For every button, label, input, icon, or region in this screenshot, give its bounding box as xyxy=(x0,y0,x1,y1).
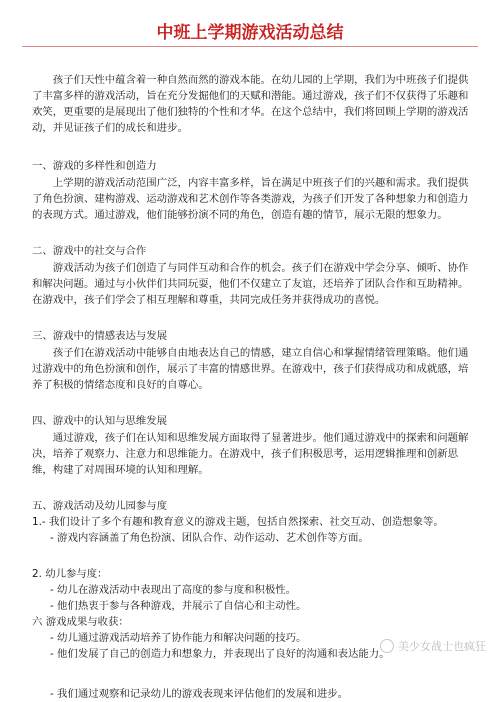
section-6-sub-1: - 幼儿通过游戏活动培养了协作能力和解决问题的技巧。 xyxy=(50,632,307,644)
section-5-item-2: 2. 幼儿参与度： xyxy=(32,568,108,580)
section-6-sub-2: - 他们发展了自己的创造力和想象力，并表现出了良好的沟通和表达能力。 xyxy=(50,648,390,660)
section-5-item-1: 1.- 我们设计了多个有趣和教育意义的游戏主题，包括自然探索、社交互动、创造想象等。 xyxy=(32,516,444,528)
intro-paragraph: 孩子们天性中蕴含着一种自然而然的游戏本能。在幼儿园的上学期，我们为中班孩子们提供了丰富多样的游戏活动，旨在充分发掘他们的天赋和潜能。通过游戏，孩子们不仅获得了乐趣和欢笑，更重要的是展现出了他们独特的个性和才华。在这个总结中，我们将回顾上学期的游戏活动，并见证孩子们的成长和进步。 xyxy=(32,74,469,134)
section-5-item-2-sub-2: - 他们热衷于参与各种游戏，并展示了自信心和主动性。 xyxy=(50,600,307,612)
watermark-logo-icon xyxy=(380,639,394,653)
section-5-heading: 五、游戏活动及幼儿园参与度 xyxy=(32,500,168,512)
section-1-body: 上学期的游戏活动范围广泛，内容丰富多样，旨在满足中班孩子们的兴趣和需求。我们提供了角色扮演、建构游戏、运动游戏和艺术创作等各类游戏，为孩子们开发了各种想象力和创造力的表现方式。通过游戏，他们能够扮演不同的角色，创造有趣的情节，展示无限的想象力。 xyxy=(32,177,469,221)
section-5-item-1-sub: - 游戏内容涵盖了角色扮演、团队合作、动作运动、艺术创作等方面。 xyxy=(50,532,369,544)
watermark-text: 美少女战士也疯狂 xyxy=(398,640,486,653)
closing-line: - 我们通过观察和记录幼儿的游戏表现来评估他们的发展和进步。 xyxy=(50,688,348,700)
title-divider xyxy=(22,46,478,47)
section-5-item-2-sub-1: - 幼儿在游戏活动中表现出了高度的参与度和积极性。 xyxy=(50,584,297,596)
document-title: 中班上学期游戏活动总结 xyxy=(156,23,344,43)
section-2-body: 游戏活动为孩子们创造了与同伴互动和合作的机会。孩子们在游戏中学会分享、倾听、协作和解决问题。通过与小伙伴们共同玩耍，他们不仅建立了友谊，还培养了团队合作和互助精神。在游戏中，孩子们学会了相互理解和尊重，共同完成任务并获得成功的喜悦。 xyxy=(32,262,469,306)
document-body xyxy=(32,72,472,702)
section-3-body: 孩子们在游戏活动中能够自由地表达自己的情感，建立自信心和掌握情绪管理策略。他们通过游戏中的角色扮演和创作，展示了丰富的情感世界。在游戏中，孩子们获得成功和成就感，培养了积极的情绪态度和良好的自尊心。 xyxy=(32,347,469,391)
section-6-heading: 六 游戏成果与收获： xyxy=(32,616,129,628)
section-1-heading: 一、游戏的多样性和创造力 xyxy=(32,160,157,172)
watermark xyxy=(380,638,486,654)
section-2-heading: 二、游戏中的社交与合作 xyxy=(32,245,147,257)
section-4-body: 通过游戏，孩子们在认知和思维发展方面取得了显著进步。他们通过游戏中的探索和问题解决，培养了观察力、注意力和思维能力。在游戏中，孩子们积极思考，运用逻辑推理和创新思维，构建了对周围环境的认知和理解。 xyxy=(32,432,469,476)
section-3-heading: 三、游戏中的情感表达与发展 xyxy=(32,330,168,342)
section-4-heading: 四、游戏中的认知与思维发展 xyxy=(32,415,168,427)
